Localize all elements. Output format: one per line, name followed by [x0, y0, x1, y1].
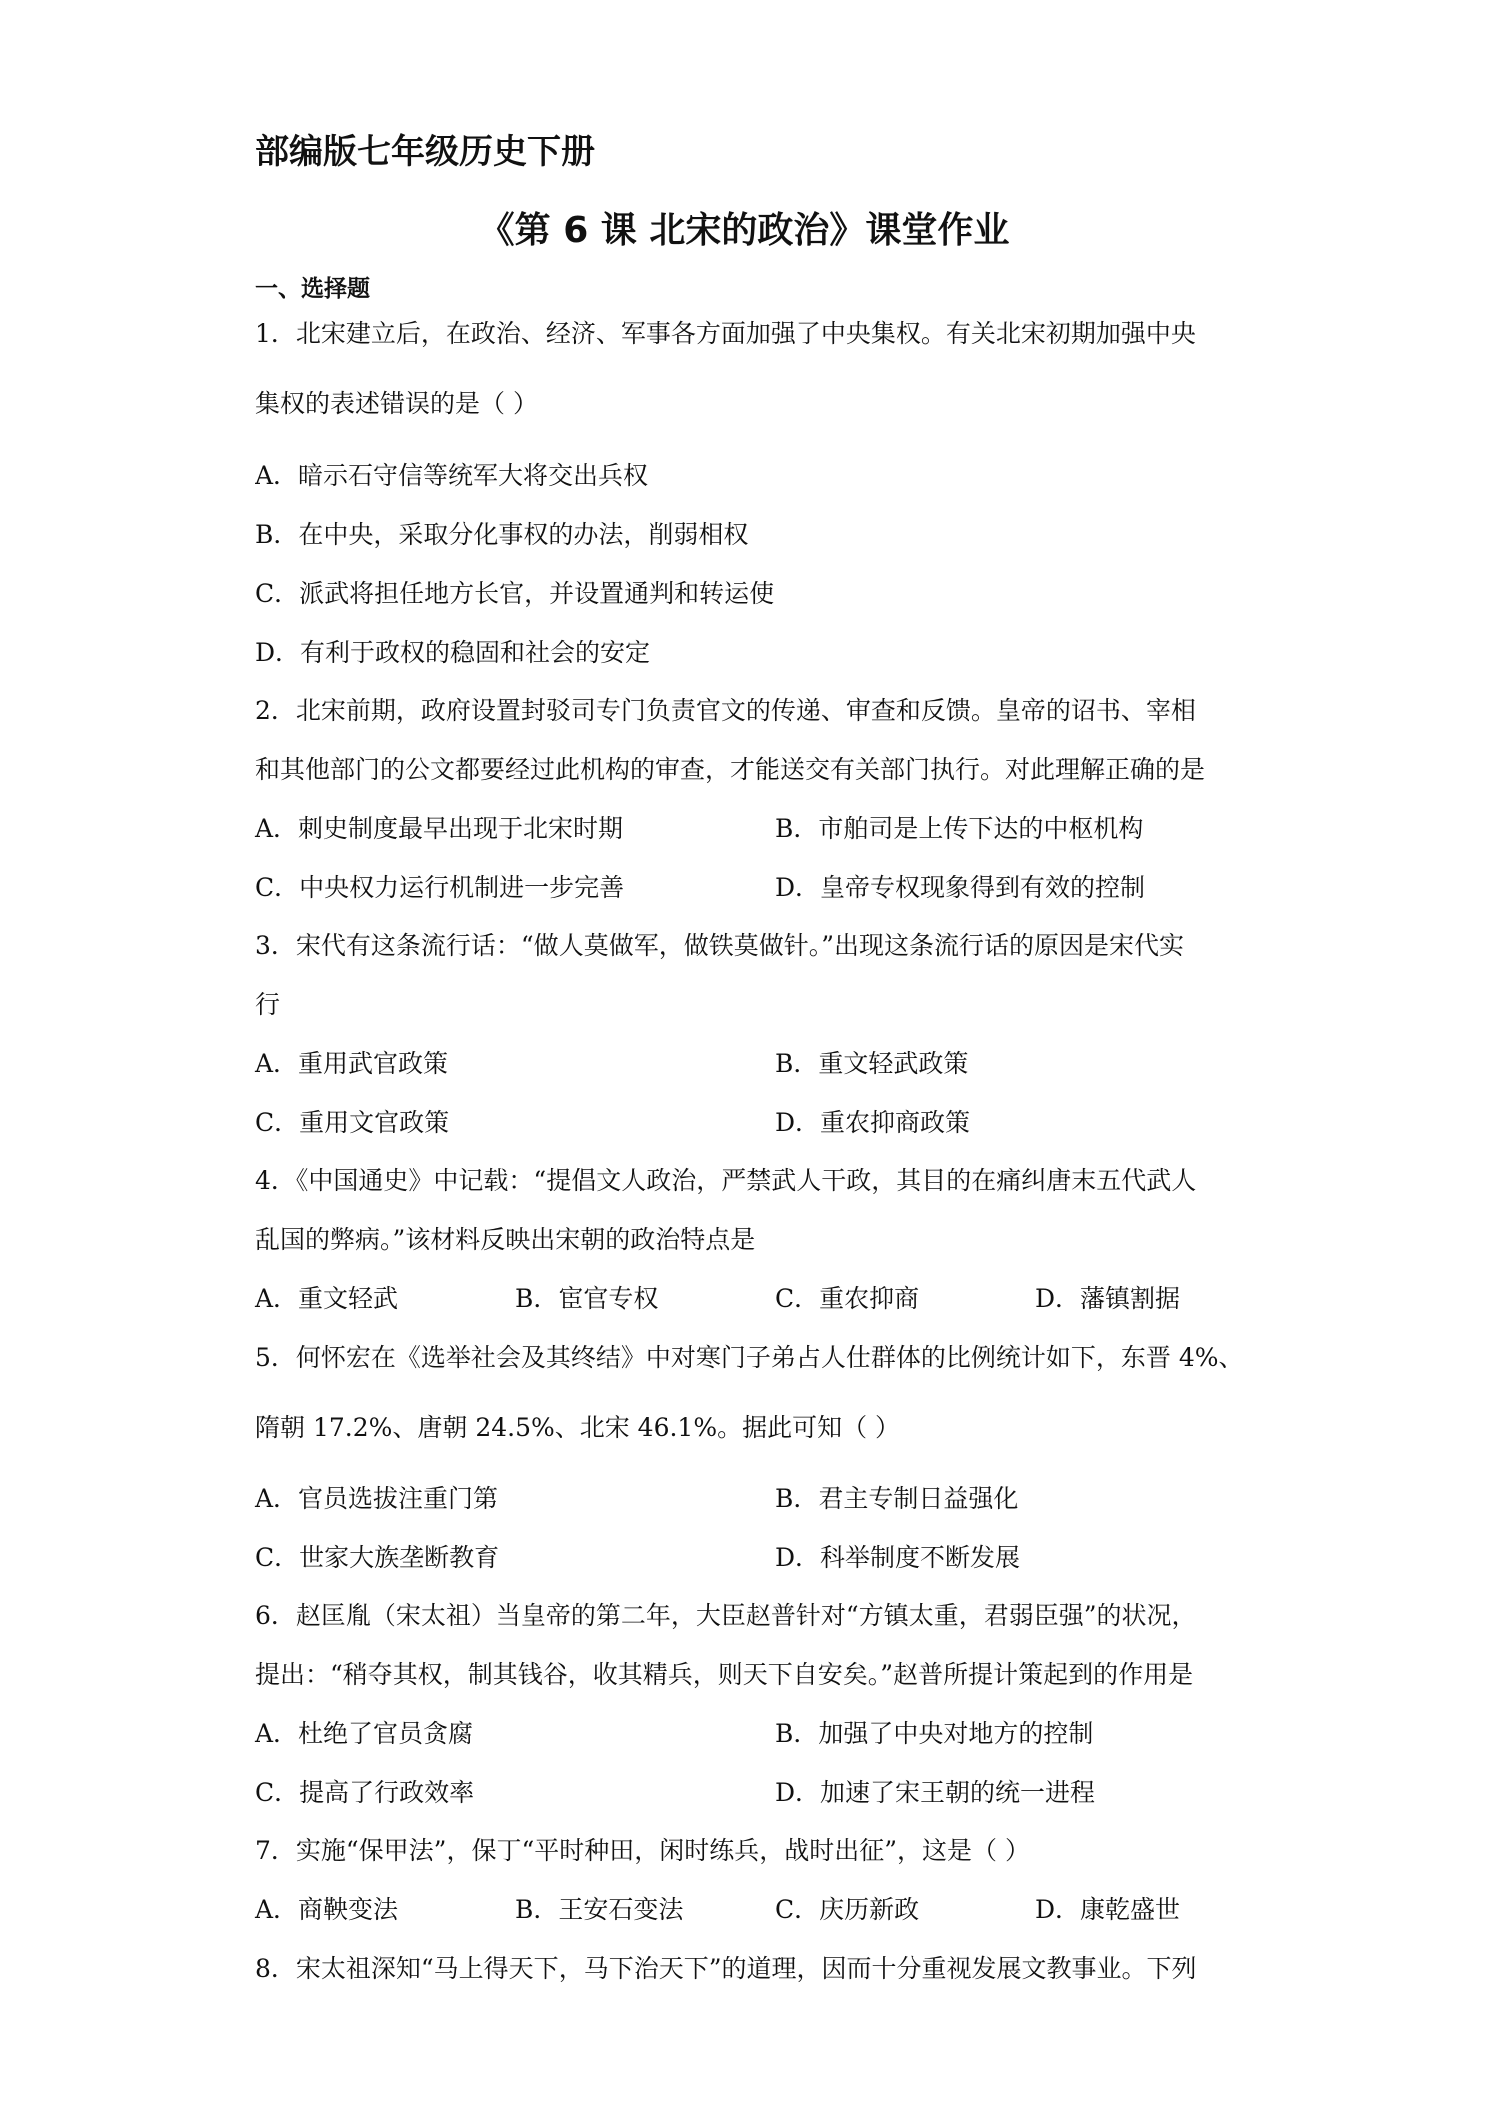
question-5-option-a: A．官员选拔注重门第 [255, 1484, 499, 1513]
question-6-option-c: C．提高了行政效率 [255, 1778, 475, 1807]
question-7-option-b: B．王安石变法 [515, 1895, 684, 1924]
question-3-stem-line-1: 3．宋代有这条流行话：“做人莫做军，做铁莫做针。”出现这条流行话的原因是宋代实 [255, 931, 1184, 960]
question-2-option-b: B．市舶司是上传下达的中枢机构 [775, 814, 1144, 843]
question-4-option-d: D．藩镇割据 [1035, 1284, 1181, 1313]
question-3-option-b: B．重文轻武政策 [775, 1049, 969, 1078]
question-1-stem-line-2: 集权的表述错误的是（ ） [255, 389, 538, 418]
question-7-option-c: C．庆历新政 [775, 1895, 920, 1924]
question-1-option-d: D．有利于政权的稳固和社会的安定 [255, 638, 651, 667]
question-2-option-c: C．中央权力运行机制进一步完善 [255, 873, 625, 902]
question-4-option-b: B．宦官专权 [515, 1284, 659, 1313]
question-8-stem-line-1: 8．宋太祖深知“马上得天下，马下治天下”的道理，因而十分重视发展文教事业。下列 [255, 1954, 1197, 1983]
question-1-stem-line-1: 1．北宋建立后，在政治、经济、军事各方面加强了中央集权。有关北宋初期加强中央 [255, 319, 1196, 348]
question-1-option-a: A．暗示石守信等统军大将交出兵权 [255, 461, 649, 490]
question-2-stem-line-1: 2．北宋前期，政府设置封驳司专门负责官文的传递、审查和反馈。皇帝的诏书、宰相 [255, 696, 1196, 725]
document-title: 部编版七年级历史下册 [255, 132, 595, 172]
question-4-stem-line-1: 4．《中国通史》中记载：“提倡文人政治，严禁武人干政，其目的在痛纠唐末五代武人 [255, 1166, 1197, 1195]
question-6-option-b: B．加强了中央对地方的控制 [775, 1719, 1094, 1748]
question-6-stem-line-2: 提出：“稍夺其权，制其钱谷，收其精兵，则天下自安矣。”赵普所提计策起到的作用是 [255, 1660, 1194, 1689]
question-1-option-c: C．派武将担任地方长官，并设置通判和转运使 [255, 579, 775, 608]
question-4-option-a: A．重文轻武 [255, 1284, 399, 1313]
question-2-stem-line-2: 和其他部门的公文都要经过此机构的审查，才能送交有关部门执行。对此理解正确的是 [255, 755, 1206, 784]
question-5-option-b: B．君主专制日益强化 [775, 1484, 1019, 1513]
question-1-option-b: B．在中央，采取分化事权的办法，削弱相权 [255, 520, 749, 549]
question-6-stem-line-1: 6．赵匡胤（宋太祖）当皇帝的第二年，大臣赵普针对“方镇太重，君弱臣强”的状况， [255, 1601, 1197, 1630]
question-4-option-c: C．重农抑商 [775, 1284, 920, 1313]
question-3-option-c: C．重用文官政策 [255, 1108, 450, 1137]
section-title: 一、选择题 [255, 276, 370, 302]
question-7-stem-line-1: 7．实施“保甲法”，保丁“平时种田，闲时练兵，战时出征”，这是（ ） [255, 1836, 1030, 1865]
question-6-option-a: A．杜绝了官员贪腐 [255, 1719, 474, 1748]
question-5-option-d: D．科举制度不断发展 [775, 1543, 1021, 1572]
lesson-title: 《第 6 课 北宋的政治》课堂作业 [478, 210, 1010, 251]
question-3-option-a: A．重用武官政策 [255, 1049, 449, 1078]
question-7-option-a: A．商鞅变法 [255, 1895, 399, 1924]
question-7-option-d: D．康乾盛世 [1035, 1895, 1181, 1924]
question-4-stem-line-2: 乱国的弊病。”该材料反映出宋朝的政治特点是 [255, 1225, 756, 1254]
question-2-option-a: A．刺史制度最早出现于北宋时期 [255, 814, 624, 843]
question-3-option-d: D．重农抑商政策 [775, 1108, 971, 1137]
question-5-option-c: C．世家大族垄断教育 [255, 1543, 500, 1572]
question-5-stem-line-2: 隋朝 17.2%、唐朝 24.5%、北宋 46.1%。据此可知（ ） [255, 1413, 901, 1442]
question-2-option-d: D．皇帝专权现象得到有效的控制 [775, 873, 1146, 902]
question-6-option-d: D．加速了宋王朝的统一进程 [775, 1778, 1096, 1807]
question-5-stem-line-1: 5．何怀宏在《选举社会及其终结》中对寒门子弟占人仕群体的比例统计如下，东晋 4%、 [255, 1343, 1244, 1372]
question-3-stem-line-2: 行 [255, 990, 281, 1019]
